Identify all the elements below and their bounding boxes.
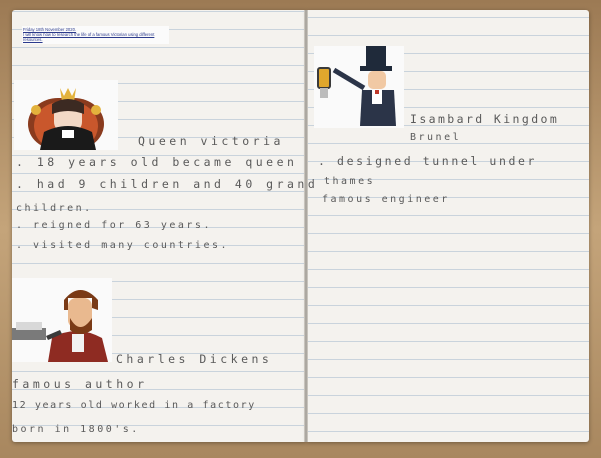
victoria-heading: Queen victoria [138, 134, 284, 148]
brunel-fact-3: famous engineer [322, 194, 450, 205]
objective-date: Friday 18th November 2020. [23, 27, 77, 32]
victoria-fact-3: children. [16, 203, 93, 214]
victoria-fact-2: . had 9 children and 40 grand [16, 177, 319, 191]
dickens-heading: Charles Dickens [116, 352, 273, 366]
objective-text: I will know how to research the life of a famous Victorian using different resources. [23, 32, 155, 43]
dickens-fact-1: famous author [12, 377, 148, 391]
queen-victoria-icon [14, 80, 118, 150]
book-spine [304, 10, 308, 442]
brunel-fact-1: . designed tunnel under [318, 154, 538, 168]
victoria-fact-4: . reigned for 63 years. [16, 220, 212, 231]
brunel-fact-2: thames [324, 176, 376, 187]
brunel-top-hat-icon [314, 46, 404, 128]
charles-dickens-icon [12, 278, 112, 362]
victoria-fact-1: . 18 years old became queen [16, 155, 298, 169]
dickens-fact-3: born in 1800's. [12, 424, 140, 435]
dickens-fact-2: 12 years old worked in a factory [12, 400, 256, 411]
brunel-heading-line-1: Isambard Kingdom [410, 112, 560, 126]
brunel-heading-line-2: Brunel [410, 132, 462, 143]
victoria-fact-5: . visited many countries. [16, 240, 230, 251]
learning-objective-label [22, 26, 169, 44]
